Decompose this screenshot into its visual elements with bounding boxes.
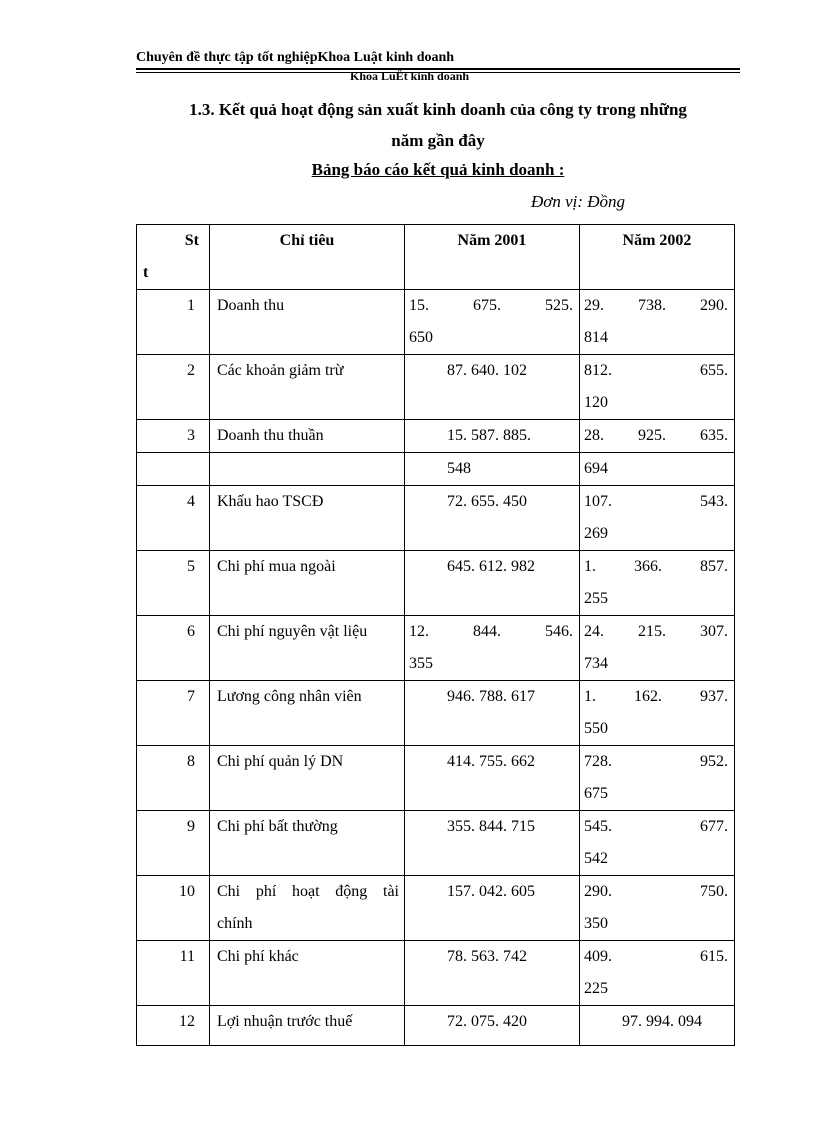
cell-2002-line1: 728. 952. [584,753,728,770]
cell-2002 [580,355,735,420]
table-row [137,355,735,420]
report-title: Bảng báo cáo kết quả kinh doanh : [311,160,565,179]
cell-2001-line1: 12. 844. 546. [409,623,573,640]
results-table [136,224,735,1046]
cell-2001-line1: 645. 612. 982 [447,558,535,575]
cell-2002-line2: 350 [584,915,608,932]
cell-2001 [405,681,580,746]
cell-stt: 10 [137,876,210,941]
cell-2002-line2: 694 [584,460,608,477]
cell-name: Lương công nhân viên [210,681,405,746]
cell-stt: 1 [137,290,210,355]
table-row [137,551,735,616]
cell-2002-line1: 545. 677. [584,818,728,835]
table-row [137,681,735,746]
cell-2002-line1: 1. 366. 857. [584,558,728,575]
cell-2001 [405,551,580,616]
cell-2002-line2: 255 [584,590,608,607]
cell-2001-line1: 355. 844. 715 [447,818,535,835]
page-header-title: Chuyên đề thực tập tốt nghiệpKhoa Luật kinh doanh [136,50,455,65]
cell-2002 [580,876,735,941]
cell-name: Lợi nhuận trước thuế [210,1006,405,1046]
cell-stt: 4 [137,486,210,551]
cell-2002-line2: 814 [584,329,608,346]
cell-2002 [580,453,735,486]
table-row [137,941,735,1006]
cell-2002 [580,420,735,453]
cell-2002-line1: 1. 162. 937. [584,688,728,705]
cell-2002-line2: 550 [584,720,608,737]
cell-stt: 3 [137,420,210,453]
header-2001: Năm 2001 [405,225,580,290]
cell-2001 [405,1006,580,1046]
table-row [137,420,735,453]
table-header-row [137,225,735,290]
cell-2001-line1: 15. 587. 885. [447,427,531,444]
cell-2001 [405,941,580,1006]
cell-2001 [405,420,580,453]
table-row [137,746,735,811]
section-title [136,94,740,156]
cell-2002 [580,486,735,551]
cell-2001-line1: 78. 563. 742 [447,948,527,965]
cell-2001-line1: 946. 788. 617 [447,688,535,705]
cell-name-line1: Chi phí hoạt động tài [217,883,399,900]
cell-2002 [580,616,735,681]
cell-2001-line1: 87. 640. 102 [447,362,527,379]
cell-stt: 7 [137,681,210,746]
cell-2002-line2: 120 [584,394,608,411]
cell-2001-line2: 548 [447,460,471,477]
cell-2002-line1: 28. 925. 635. [584,427,728,444]
cell-2001-line1: 72. 075. 420 [447,1013,527,1030]
cell-2001 [405,453,580,486]
header-2002: Năm 2002 [580,225,735,290]
table-row [137,811,735,876]
cell-2002 [580,746,735,811]
table-row [137,486,735,551]
cell-2002-line1: 24. 215. 307. [584,623,728,640]
cell-2001-line2: 355 [409,655,433,672]
section-title-line1: 1.3. Kết quả hoạt động sản xuất kinh doanh của công ty trong những [189,100,687,119]
cell-2001 [405,486,580,551]
cell-2002-line2: 225 [584,980,608,997]
header-stt-line1: St [184,232,199,249]
table-row-continuation [137,453,735,486]
page-header-subtitle: Khoa LuËt kinh doanh [350,69,470,83]
cell-name: Doanh thu [210,290,405,355]
cell-2002-line2: 734 [584,655,608,672]
cell-2002 [580,811,735,876]
cell-name: Chi phí bất thường [210,811,405,876]
cell-name: Chi phí khác [210,941,405,1006]
cell-empty [137,453,210,486]
cell-2001 [405,616,580,681]
header-name: Chỉ tiêu [210,225,405,290]
cell-2002-line1: 812. 655. [584,362,728,379]
cell-2002 [580,290,735,355]
cell-2001-line1: 414. 755. 662 [447,753,535,770]
cell-name-line2: chính [217,915,253,932]
cell-stt: 9 [137,811,210,876]
header-stt-line2: t [143,264,149,281]
cell-2002 [580,941,735,1006]
cell-2002-line2: 269 [584,525,608,542]
table-row [137,1006,735,1046]
cell-2001 [405,746,580,811]
cell-name: Chi phí nguyên vật liệu [210,616,405,681]
cell-stt: 11 [137,941,210,1006]
cell-stt: 8 [137,746,210,811]
cell-2002-line2: 542 [584,850,608,867]
cell-name [210,876,405,941]
cell-2002-line1: 97. 994. 094 [622,1013,702,1030]
unit-label: Đơn vị: Đồng [531,192,626,211]
cell-stt: 2 [137,355,210,420]
cell-2001-line1: 72. 655. 450 [447,493,527,510]
cell-2001 [405,811,580,876]
cell-2002 [580,1006,735,1046]
cell-name: Doanh thu thuần [210,420,405,453]
table-row [137,876,735,941]
cell-2002-line1: 290. 750. [584,883,728,900]
cell-stt: 5 [137,551,210,616]
cell-name: Chi phí mua ngoài [210,551,405,616]
cell-2001 [405,290,580,355]
cell-name: Khấu hao TSCĐ [210,486,405,551]
header-stt [137,225,210,290]
section-title-line2: năm gần đây [391,131,485,150]
table-row [137,290,735,355]
cell-2002-line1: 29. 738. 290. [584,297,728,314]
cell-2002 [580,681,735,746]
cell-name: Chi phí quản lý DN [210,746,405,811]
table-row [137,616,735,681]
cell-2001-line1: 15. 675. 525. [409,297,573,314]
cell-stt: 6 [137,616,210,681]
cell-stt: 12 [137,1006,210,1046]
cell-2002-line1: 409. 615. [584,948,728,965]
cell-2001-line2: 650 [409,329,433,346]
cell-2001 [405,355,580,420]
cell-2001 [405,876,580,941]
cell-name: Các khoản giảm trừ [210,355,405,420]
cell-2002-line1: 107. 543. [584,493,728,510]
cell-2002 [580,551,735,616]
cell-2002-line2: 675 [584,785,608,802]
cell-empty [210,453,405,486]
cell-2001-line1: 157. 042. 605 [447,883,535,900]
